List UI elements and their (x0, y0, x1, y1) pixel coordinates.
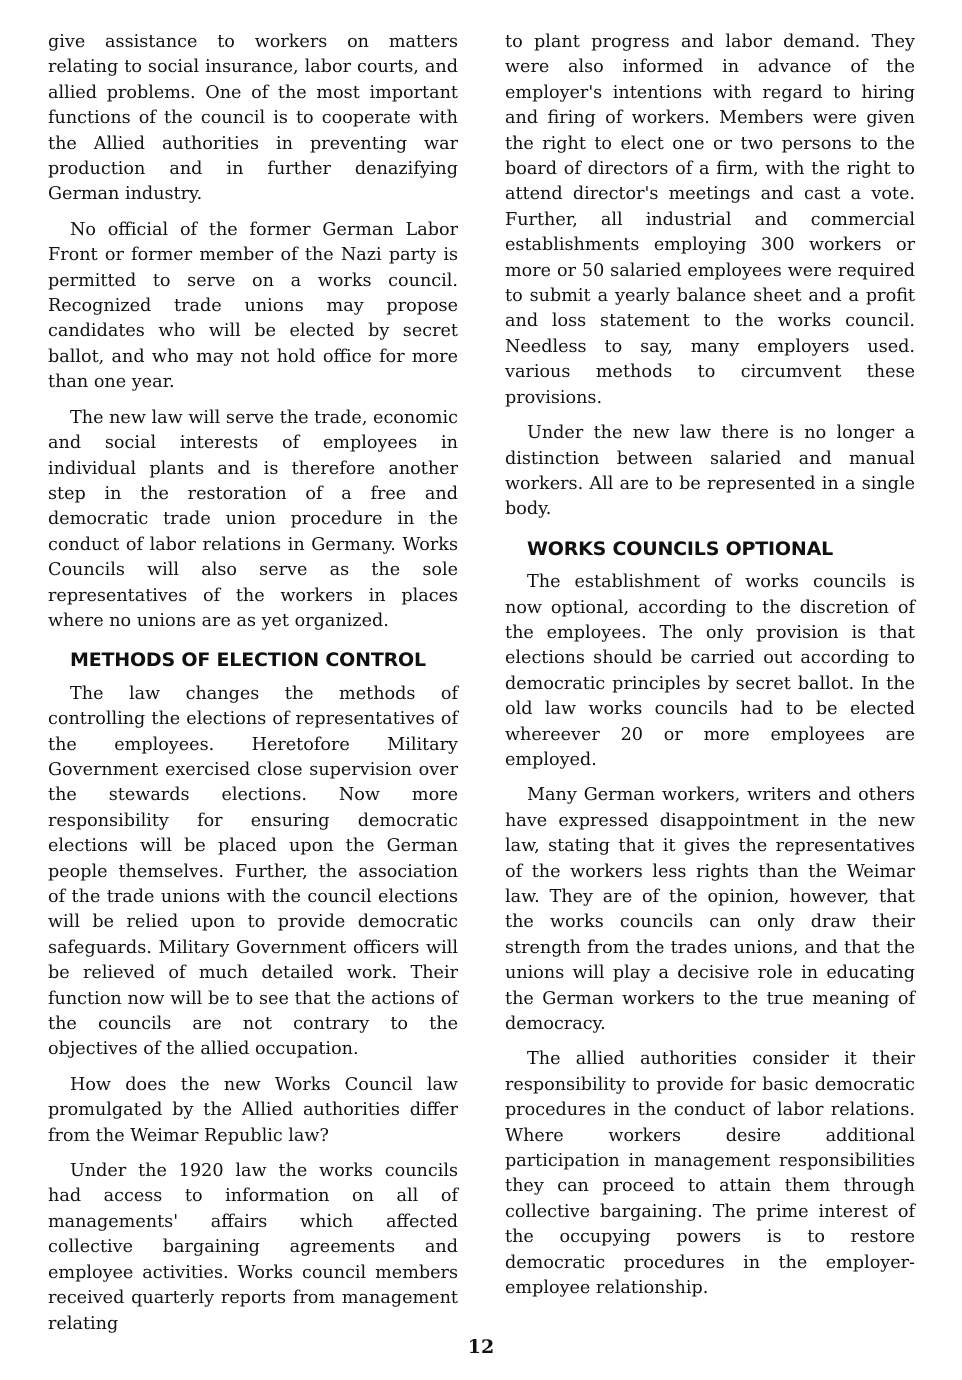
paragraph: Under the 1920 law the works councils had access to information on all of managements' affairs which affected collective bargaining agreements and employee activities. Works council members received quarterly reports from management relating (48, 1161, 458, 1334)
paragraph: The establishment of works councils is now optional, according to the discretion of the employees. The only provision is that elections should be carried out according to democratic principles by secret ballot. In the old law works councils had to be elected whereever 20 or more employees are employed. (505, 572, 915, 770)
section-heading: METHODS OF ELECTION CONTROL (70, 649, 426, 672)
page-number: 12 (467, 1336, 495, 1358)
section-heading: WORKS COUNCILS OPTIONAL (527, 537, 833, 560)
paragraph: Under the new law there is no longer a distinction between salaried and manual workers. All are to be represented in a single body. (505, 423, 915, 520)
paragraph: give assistance to workers on matters relating to social insurance, labor courts, and allied problems. One of the most important functions of the council is to cooperate with the Allied authorities in preventing war production and in further denazifying German industry. (48, 32, 458, 205)
paragraph: How does the new Works Council law promulgated by the Allied authorities differ from the Weimar Republic law? (48, 1074, 458, 1146)
right-column (505, 30, 915, 1312)
paragraph: The new law will serve the trade, economic and social interests of employees in individual plants and is therefore another step in the restoration of a free and democratic trade union procedure in the conduct of labor relations in Germany. Works Councils will also serve as the sole representatives of the workers in places where no unions are as yet organized. (48, 407, 458, 631)
paragraph: The allied authorities consider it their responsibility to provide for basic democratic procedures in the conduct of labor relations. Where workers desire additional participation in management responsibilities they can proceed to attain them through collective bargaining. The prime interest of the occupying powers is to restore democratic procedures in the employer-employee relationship. (505, 1049, 915, 1299)
left-column (48, 30, 458, 1347)
paragraph: Many German workers, writers and others have expressed disappointment in the new law, stating that it gives the representatives of the workers less rights than the Weimar law. They are of the opinion, however, that the works councils can only draw their strength from the trades unions, and that the unions will play a decisive role in educating the German workers to the true meaning of democracy. (505, 785, 915, 1035)
paragraph: The law changes the methods of controlling the elections of representatives of the employees. Heretofore Military Government exercised close supervision over the stewards elections. Now more responsibility for ensuring democratic elections will be placed upon the German people themselves. Further, the association of the trade unions with the council elections will be relied upon to provide democratic safeguards. Military Government officers will be relieved of much detailed work. Their function now will be to see that the actions of the councils are not contrary to the objectives of the allied occupation. (48, 683, 458, 1060)
paragraph: to plant progress and labor demand. They were also informed in advance of the employer's intentions with regard to hiring and firing of workers. Members were given the right to elect one or two persons to the board of directors of a firm, with the right to attend director's meetings and cast a vote. Further, all industrial and commercial establishments employing 300 workers or more or 50 salaried employees were required to submit a yearly balance sheet and a profit and loss statement to the works council. Needless to say, many employers used. various methods to circumvent these provisions. (505, 32, 915, 408)
paragraph: No official of the former German Labor Front or former member of the Nazi party is permitted to serve on a works council. Recognized trade unions may propose candidates who will be elected by secret ballot, and who may not hold office for more than one year. (48, 219, 458, 393)
